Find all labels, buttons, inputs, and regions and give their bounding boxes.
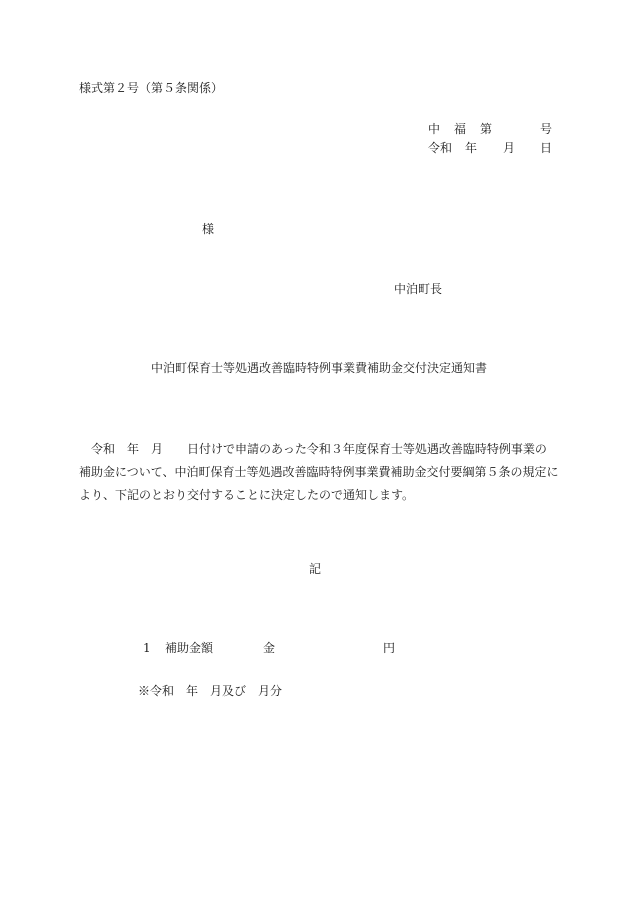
- body-line: より、下記のとおり交付することに決定したので通知します。: [79, 488, 415, 502]
- item-label: 補助金額: [165, 641, 214, 655]
- reference-prefix-1: 中: [428, 122, 441, 136]
- body-line: 補助金について、中泊町保育士等処遇改善臨時特例事業費補助金交付要綱第５条の規定に: [79, 465, 559, 479]
- form-number: 様式第２号（第５条関係）: [79, 81, 224, 95]
- item-number: 1: [143, 641, 151, 655]
- document-title: 中泊町保育士等処遇改善臨時特例事業費補助金交付決定通知書: [151, 361, 488, 375]
- body-line: 令和 年 月 日付けで申請のあった令和３年度保育士等処遇改善臨時特例事業の: [79, 442, 547, 456]
- date-era: 令和: [428, 141, 453, 155]
- reference-dai: 第: [480, 122, 493, 136]
- date-day: 日: [540, 141, 553, 155]
- date-month: 月: [503, 141, 516, 155]
- item-kin: 金: [263, 641, 276, 655]
- reference-go: 号: [540, 122, 553, 136]
- addressee: 様: [202, 222, 215, 236]
- reference-prefix-2: 福: [454, 122, 467, 136]
- item-en: 円: [383, 641, 396, 655]
- body-paragraph: [79, 438, 559, 507]
- issue-date-row: [428, 142, 552, 156]
- reference-number-row: [428, 123, 552, 137]
- date-year: 年: [465, 141, 478, 155]
- ki-heading: 記: [309, 562, 322, 576]
- subsidy-amount-row: [143, 642, 403, 656]
- issuer: 中泊町長: [394, 282, 443, 296]
- period-note: ※令和 年 月及び 月分: [138, 684, 283, 698]
